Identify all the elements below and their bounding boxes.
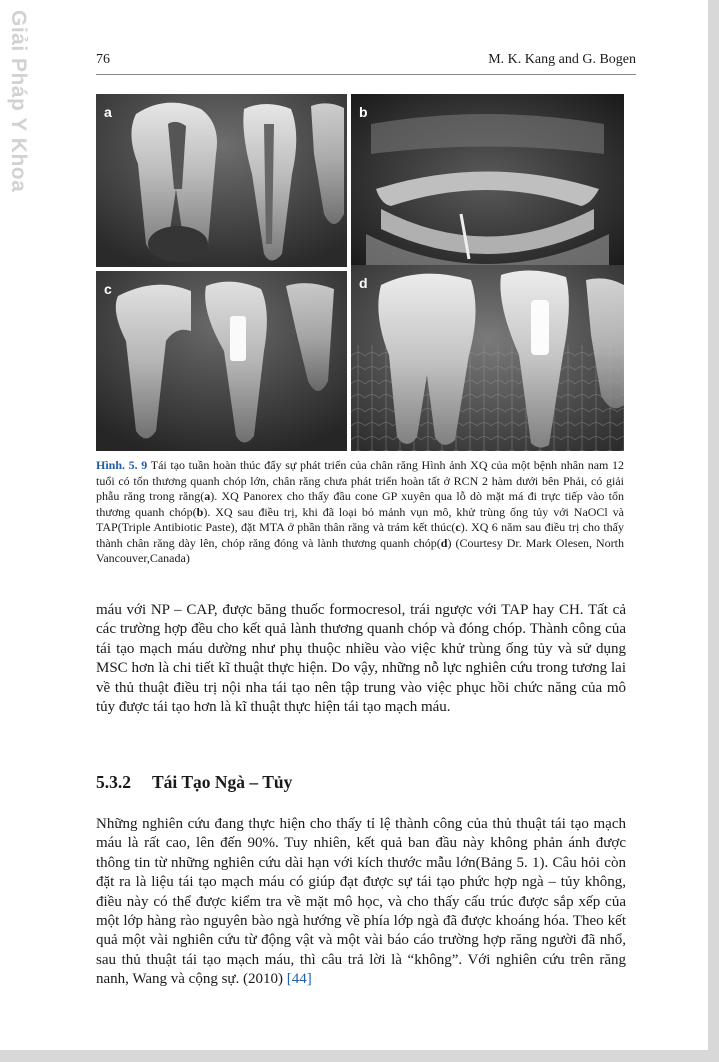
page-number: 76 (96, 52, 110, 67)
panel-label-d: d (359, 275, 368, 291)
caption-ref-c: c (455, 520, 461, 534)
body-paragraph-1: máu với NP – CAP, được băng thuốc formocresol, trái ngược với TAP hay CH. Tất cả các trường hợp đều cho kết quả lành thương quanh chóp và đóng chóp. Thành công của tái tạo mạch máu dường như phụ thuộc nhiều vào việc khử trùng ống tủy và sử dụng MSC hơn là chi tiết kĩ thuật thực hiện. Do vậy, những nỗ lực nghiên cứu trong tương lai về thủ thuật điều trị nội nha tái tạo nên tập trung vào việc phục hồi chức năng của mô tủy được tái tạo hơn là kĩ thuật thực hiện tái tạo mạch máu. (96, 602, 626, 716)
figure-caption (96, 458, 624, 567)
radiograph-a-image (96, 94, 347, 267)
body-paragraph-2 (96, 815, 626, 990)
caption-text-3: ). XQ sau điều trị, khi đã loại bỏ mảnh vụn mô, khử trùng ống tủy với NaOCl và TAP(Triple Antibiotic Paste), đặt MTA ở phần thân răng và trám kết thúc( (96, 504, 624, 534)
caption-text-5: ) (Courtesy Dr. Mark Olesen, North Vancouver,Canada) (96, 535, 624, 565)
citation-link-44[interactable]: [44] (286, 971, 312, 988)
caption-ref-a: a (204, 489, 211, 503)
running-header (96, 52, 636, 68)
viewer-bottom-strip (0, 1050, 719, 1062)
body-paragraph-2-text: Những nghiên cứu đang thực hiện cho thấy tỉ lệ thành công của thủ thuật tái tạo mạch máu là rất cao, lên đến 90%. Tuy nhiên, kết quả ban đầu này không phản ánh được thông tin từ những nghiên cứu dài hạn với kích thước mẫu lớn(Bảng 5. 1). Câu hỏi còn đặt ra là liệu tái tạo mạch máu có giúp đạt được sự tái tạo phức hợp ngà – tủy không, điều này có thể được kiểm tra về mặt mô học, và cho thấy cấu trúc được sắp xếp của một lớp hàng rào nguyên bào ngà hướng về phía lớp ngà đã được khoáng hóa. Theo kết quả một vài nghiên cứu từ động vật và một vài báo cáo trường hợp răng người đã nhổ, sau thủ thuật tái tạo mạch máu, thì câu trả lời là “không”. Với nghiên cứu trên răng nanh, Wang và cộng sự. (2010) (96, 816, 626, 988)
radiograph-panel-d (351, 265, 624, 451)
header-authors: M. K. Kang and G. Bogen (488, 52, 636, 67)
figure-5-9 (96, 94, 624, 451)
section-number: 5.3.2 (96, 772, 131, 792)
radiograph-b-image (351, 94, 624, 267)
section-heading (96, 772, 292, 793)
caption-ref-d: d (440, 535, 448, 550)
figure-caption-label: Hình. 5. 9 (96, 458, 148, 472)
panel-label-a: a (104, 104, 112, 120)
header-rule (96, 74, 636, 75)
radiograph-c-image (96, 271, 347, 451)
caption-text-1: Tái tạo tuần hoàn thúc đẩy sự phát triển của chân răng Hình ảnh XQ của một bệnh nhân nam 12 tuổi có tổn thương quanh chóp lớn, chân răng chưa phát triển hoàn tất ở RCN 2 hàm dưới bên Phải, có giải phẫu răng trong răng( (96, 458, 624, 503)
watermark: Giải Pháp Y Khoa (7, 10, 30, 193)
radiograph-d-image (351, 265, 624, 451)
radiograph-panel-c (96, 271, 347, 451)
radiograph-panel-a (96, 94, 347, 267)
caption-text-2: ). XQ Panorex cho thấy đầu cone GP xuyên qua lỗ dò mặt má đi trực tiếp vào tổn thương quanh chóp( (96, 489, 624, 519)
radiograph-panel-b (351, 94, 624, 267)
panel-label-c: c (104, 281, 112, 297)
caption-text-4: ). XQ 6 năm sau điều trị cho thấy thành chân răng dày lên, chóp răng đóng và lành thương quanh chóp( (96, 520, 625, 550)
viewer-side-strip (708, 0, 719, 1062)
panel-label-b: b (359, 104, 368, 120)
section-title: Tái Tạo Ngà – Tủy (152, 772, 293, 792)
caption-ref-b: b (196, 504, 204, 519)
